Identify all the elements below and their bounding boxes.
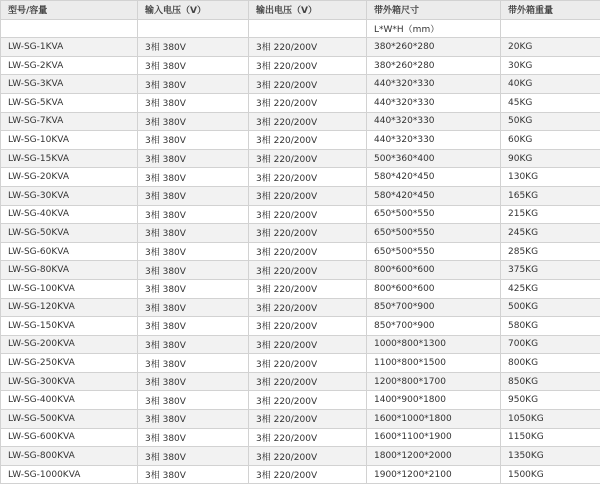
cell-box-size: 800*600*600 — [367, 279, 501, 298]
cell-model: LW-SG-120KVA — [1, 298, 138, 317]
cell-input-voltage: 3相 380V — [138, 335, 249, 354]
cell-box-weight: 245KG — [501, 224, 600, 243]
cell-input-voltage: 3相 380V — [138, 298, 249, 317]
cell-box-size: 850*700*900 — [367, 298, 501, 317]
table-row — [1, 112, 600, 131]
cell-box-weight: 425KG — [501, 279, 600, 298]
cell-model: LW-SG-10KVA — [1, 131, 138, 150]
table-row — [1, 317, 600, 336]
cell-output-voltage: 3相 220/200V — [249, 317, 367, 336]
cell-model: LW-SG-600KVA — [1, 428, 138, 447]
cell-box-size: 1600*1100*1900 — [367, 428, 501, 447]
cell-output-voltage: 3相 220/200V — [249, 93, 367, 112]
cell-output-voltage: 3相 220/200V — [249, 298, 367, 317]
cell-input-voltage: 3相 380V — [138, 93, 249, 112]
cell-input-voltage: 3相 380V — [138, 410, 249, 429]
cell-output-voltage: 3相 220/200V — [249, 428, 367, 447]
header-input-voltage: 输入电压（V） — [138, 1, 249, 20]
header-box-weight: 带外箱重量 — [501, 1, 600, 20]
cell-output-voltage: 3相 220/200V — [249, 465, 367, 484]
cell-box-size: L*W*H（mm） — [367, 19, 501, 38]
cell-model: LW-SG-80KVA — [1, 261, 138, 280]
table-row — [1, 391, 600, 410]
cell-model: LW-SG-5KVA — [1, 93, 138, 112]
cell-model — [1, 19, 138, 38]
cell-input-voltage: 3相 380V — [138, 186, 249, 205]
table-row — [1, 354, 600, 373]
cell-box-size: 580*420*450 — [367, 168, 501, 187]
cell-output-voltage: 3相 220/200V — [249, 261, 367, 280]
cell-box-weight: 130KG — [501, 168, 600, 187]
table-row — [1, 279, 600, 298]
table-row — [1, 410, 600, 429]
cell-box-size: 800*600*600 — [367, 261, 501, 280]
cell-input-voltage: 3相 380V — [138, 465, 249, 484]
cell-output-voltage: 3相 220/200V — [249, 335, 367, 354]
cell-model: LW-SG-500KVA — [1, 410, 138, 429]
cell-model: LW-SG-800KVA — [1, 447, 138, 466]
cell-box-size: 650*500*550 — [367, 242, 501, 261]
cell-model: LW-SG-250KVA — [1, 354, 138, 373]
cell-input-voltage — [138, 19, 249, 38]
cell-model: LW-SG-20KVA — [1, 168, 138, 187]
cell-output-voltage: 3相 220/200V — [249, 186, 367, 205]
cell-model: LW-SG-400KVA — [1, 391, 138, 410]
table-row — [1, 131, 600, 150]
cell-input-voltage: 3相 380V — [138, 131, 249, 150]
cell-output-voltage: 3相 220/200V — [249, 447, 367, 466]
cell-input-voltage: 3相 380V — [138, 38, 249, 57]
header-box-size: 带外箱尺寸 — [367, 1, 501, 20]
cell-input-voltage: 3相 380V — [138, 317, 249, 336]
cell-box-weight: 30KG — [501, 56, 600, 75]
table-row — [1, 465, 600, 484]
cell-output-voltage: 3相 220/200V — [249, 224, 367, 243]
table-row — [1, 186, 600, 205]
cell-box-size: 850*700*900 — [367, 317, 501, 336]
table-row — [1, 335, 600, 354]
table-row — [1, 261, 600, 280]
cell-box-size: 380*260*280 — [367, 56, 501, 75]
cell-model: LW-SG-100KVA — [1, 279, 138, 298]
table-row — [1, 38, 600, 57]
cell-input-voltage: 3相 380V — [138, 242, 249, 261]
cell-output-voltage: 3相 220/200V — [249, 205, 367, 224]
table-row — [1, 428, 600, 447]
cell-input-voltage: 3相 380V — [138, 149, 249, 168]
cell-output-voltage: 3相 220/200V — [249, 131, 367, 150]
cell-box-weight: 45KG — [501, 93, 600, 112]
cell-output-voltage: 3相 220/200V — [249, 112, 367, 131]
cell-box-size: 440*320*330 — [367, 75, 501, 94]
cell-output-voltage: 3相 220/200V — [249, 279, 367, 298]
table-body — [1, 19, 600, 484]
table-row — [1, 75, 600, 94]
cell-box-size: 440*320*330 — [367, 93, 501, 112]
cell-box-weight: 1150KG — [501, 428, 600, 447]
cell-box-size: 500*360*400 — [367, 149, 501, 168]
table-row — [1, 149, 600, 168]
cell-model: LW-SG-200KVA — [1, 335, 138, 354]
cell-model: LW-SG-60KVA — [1, 242, 138, 261]
cell-input-voltage: 3相 380V — [138, 224, 249, 243]
table-row — [1, 447, 600, 466]
cell-box-weight: 285KG — [501, 242, 600, 261]
cell-model: LW-SG-30KVA — [1, 186, 138, 205]
cell-model: LW-SG-50KVA — [1, 224, 138, 243]
cell-input-voltage: 3相 380V — [138, 447, 249, 466]
table-row — [1, 56, 600, 75]
cell-model: LW-SG-15KVA — [1, 149, 138, 168]
cell-input-voltage: 3相 380V — [138, 205, 249, 224]
cell-output-voltage: 3相 220/200V — [249, 391, 367, 410]
cell-box-weight: 165KG — [501, 186, 600, 205]
cell-box-size: 1900*1200*2100 — [367, 465, 501, 484]
table-row — [1, 93, 600, 112]
table-row — [1, 372, 600, 391]
table-row — [1, 224, 600, 243]
cell-input-voltage: 3相 380V — [138, 391, 249, 410]
cell-model: LW-SG-300KVA — [1, 372, 138, 391]
cell-box-weight: 500KG — [501, 298, 600, 317]
cell-output-voltage: 3相 220/200V — [249, 56, 367, 75]
cell-model: LW-SG-40KVA — [1, 205, 138, 224]
cell-box-weight: 40KG — [501, 75, 600, 94]
cell-box-size: 380*260*280 — [367, 38, 501, 57]
cell-box-size: 1800*1200*2000 — [367, 447, 501, 466]
cell-box-weight: 1050KG — [501, 410, 600, 429]
cell-output-voltage: 3相 220/200V — [249, 410, 367, 429]
cell-input-voltage: 3相 380V — [138, 261, 249, 280]
table-row — [1, 168, 600, 187]
cell-box-weight — [501, 19, 600, 38]
cell-input-voltage: 3相 380V — [138, 428, 249, 447]
cell-output-voltage: 3相 220/200V — [249, 75, 367, 94]
table-row — [1, 19, 600, 38]
cell-box-size: 650*500*550 — [367, 205, 501, 224]
cell-box-weight: 60KG — [501, 131, 600, 150]
cell-output-voltage: 3相 220/200V — [249, 354, 367, 373]
cell-output-voltage: 3相 220/200V — [249, 38, 367, 57]
cell-input-voltage: 3相 380V — [138, 354, 249, 373]
cell-output-voltage: 3相 220/200V — [249, 372, 367, 391]
cell-output-voltage: 3相 220/200V — [249, 168, 367, 187]
cell-box-weight: 800KG — [501, 354, 600, 373]
table-row — [1, 242, 600, 261]
cell-box-weight: 90KG — [501, 149, 600, 168]
cell-box-size: 440*320*330 — [367, 131, 501, 150]
cell-input-voltage: 3相 380V — [138, 279, 249, 298]
cell-model: LW-SG-3KVA — [1, 75, 138, 94]
cell-output-voltage — [249, 19, 367, 38]
cell-box-weight: 1350KG — [501, 447, 600, 466]
cell-box-size: 650*500*550 — [367, 224, 501, 243]
cell-box-size: 440*320*330 — [367, 112, 501, 131]
cell-box-weight: 950KG — [501, 391, 600, 410]
cell-box-size: 1600*1000*1800 — [367, 410, 501, 429]
cell-box-size: 1400*900*1800 — [367, 391, 501, 410]
cell-box-weight: 215KG — [501, 205, 600, 224]
cell-input-voltage: 3相 380V — [138, 56, 249, 75]
header-row — [1, 1, 600, 20]
cell-box-weight: 20KG — [501, 38, 600, 57]
header-model: 型号/容量 — [1, 1, 138, 20]
cell-box-size: 1200*800*1700 — [367, 372, 501, 391]
table-row — [1, 205, 600, 224]
cell-input-voltage: 3相 380V — [138, 168, 249, 187]
cell-output-voltage: 3相 220/200V — [249, 242, 367, 261]
cell-box-size: 1100*800*1500 — [367, 354, 501, 373]
cell-box-weight: 580KG — [501, 317, 600, 336]
cell-box-weight: 700KG — [501, 335, 600, 354]
cell-box-size: 1000*800*1300 — [367, 335, 501, 354]
cell-output-voltage: 3相 220/200V — [249, 149, 367, 168]
cell-model: LW-SG-7KVA — [1, 112, 138, 131]
table-row — [1, 298, 600, 317]
cell-box-weight: 1500KG — [501, 465, 600, 484]
cell-input-voltage: 3相 380V — [138, 112, 249, 131]
cell-input-voltage: 3相 380V — [138, 372, 249, 391]
cell-input-voltage: 3相 380V — [138, 75, 249, 94]
header-output-voltage: 输出电压（V） — [249, 1, 367, 20]
cell-model: LW-SG-1000KVA — [1, 465, 138, 484]
cell-box-size: 580*420*450 — [367, 186, 501, 205]
cell-model: LW-SG-1KVA — [1, 38, 138, 57]
cell-model: LW-SG-2KVA — [1, 56, 138, 75]
cell-model: LW-SG-150KVA — [1, 317, 138, 336]
cell-box-weight: 850KG — [501, 372, 600, 391]
cell-box-weight: 375KG — [501, 261, 600, 280]
cell-box-weight: 50KG — [501, 112, 600, 131]
